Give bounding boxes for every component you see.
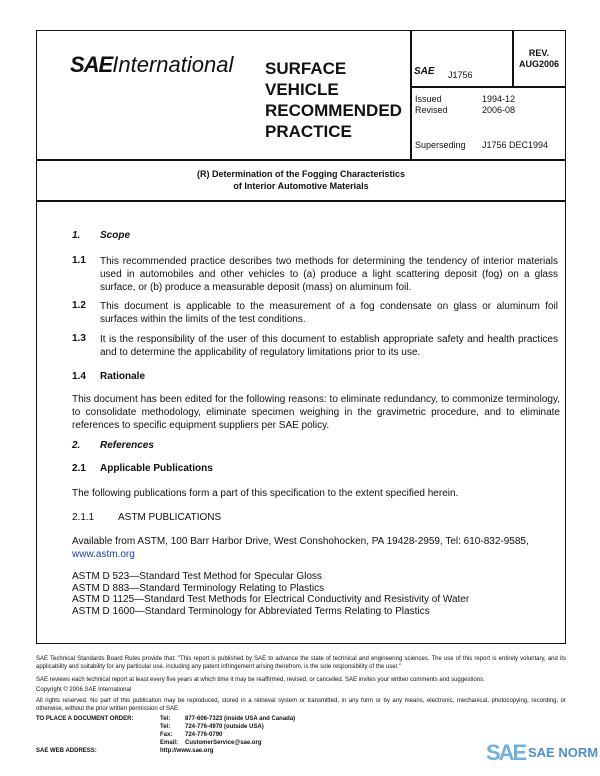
paragraph: The following publications form a part of this specification to the extent specified herein.: [72, 488, 459, 499]
reference-item: ASTM D 883—Standard Terminology Relating to Plastics: [72, 582, 325, 594]
superseding-value: J1756 DEC1994: [482, 140, 549, 150]
divider: [36, 200, 566, 202]
document-type: SURFACE VEHICLE RECOMMENDED PRACTICE: [265, 59, 402, 141]
footer-rights: All rights reserved. No part of this publication may be reproduced, stored in a retrieval system or transmitted, in any form or by any means, electronic, mechanical, photocopying, recording, or otherwise, without the prior written permission of SAE.: [36, 698, 566, 712]
para-number: 1.2: [72, 300, 86, 311]
superseding-label: Superseding: [415, 140, 466, 150]
paragraph: It is the responsibility of the user of this document to establish appropriate safety and health practices and to determine the applicability of regulatory limitations prior to its use.: [100, 334, 558, 358]
section-heading: References: [100, 440, 154, 451]
para-number: 1.3: [72, 333, 86, 344]
document-title: (R) Determination of the Fogging Characteristics of Interior Automotive Materials: [196, 169, 406, 191]
divider: [36, 159, 566, 161]
section-heading: Applicable Publications: [100, 463, 213, 474]
issued-label: Issued: [415, 94, 442, 104]
web-label: SAE WEB ADDRESS:: [36, 748, 97, 754]
section-number: 1.: [72, 230, 81, 241]
paragraph: Available from ASTM, 100 Barr Harbor Drive, West Conshohocken, PA 19428-2959, Tel: 610-832-9585, www.astm.org: [72, 536, 529, 560]
order-contacts: Tel: 877-606-7323 (inside USA and Canada) Tel: 724-776-4970 (outside USA) Fax: 724-776-0790 Email: CustomerService@sae.org http://www.sae.org: [160, 716, 296, 754]
watermark-text: SAE NORM: [528, 745, 599, 760]
footer-rules: SAE Technical Standards Board Rules provide that: "This report is published by SAE to advance the state of technical and engineering sciences. The use of this report is entirely voluntary, and its applicability and suitability for any particular use, including any patent infringement arising therefrom, is the sole responsibility of the user.": [36, 656, 566, 670]
sae-small-logo: SAE: [414, 66, 435, 77]
paragraph: This recommended practice describes two methods for determining the tendency of interior materials used in automobiles and other vehicles to (a) produce a light scattering deposit (fog) on a glass surface, or (b) produce a measurable deposit (mass) on aluminum foil.: [100, 256, 558, 293]
doc-number: J1756: [448, 70, 473, 80]
section-number: 2.: [72, 440, 81, 451]
issued-value: 1994-12: [482, 94, 516, 104]
paragraph: This document is applicable to the measurement of a fog condensate on glass or aluminum foil surfaces within the limits of the test conditions.: [100, 301, 558, 325]
para-number: 1.1: [72, 255, 86, 266]
footer-copyright: Copyright © 2006 SAE International: [36, 687, 132, 693]
reference-item: ASTM D 1600—Standard Terminology for Abbreviated Terms Relating to Plastics: [72, 605, 430, 617]
reference-item: ASTM D 1125—Standard Test Methods for Electrical Conductivity and Resistivity of Water: [72, 594, 470, 605]
section-number: 1.4: [72, 371, 86, 382]
web-address[interactable]: http://www.sae.org: [160, 748, 214, 754]
order-label: TO PLACE A DOCUMENT ORDER:: [36, 716, 134, 722]
astm-link[interactable]: www.astm.org: [72, 549, 135, 560]
sae-logo: SAEInternational: [70, 52, 234, 77]
section-heading: ASTM PUBLICATIONS: [118, 512, 222, 523]
watermark-logo: SAE: [486, 740, 526, 765]
revised-label: Revised: [415, 105, 448, 115]
section-heading: Scope: [100, 230, 131, 241]
divider: [410, 86, 566, 88]
reference-item: ASTM D 523—Standard Test Method for Specular Gloss: [72, 571, 322, 582]
revised-value: 2006-08: [482, 105, 516, 115]
paragraph: This document has been edited for the following reasons: to eliminate redundancy, to commonize terminology, to consolidate methodology, eliminate specimen weighing in the gravimetric procedure, and to eliminate references to specific equipment suppliers per SAE policy.: [72, 394, 560, 431]
footer-review: SAE reviews each technical report at least every five years at which time it may be reaffirmed, revised, or cancelled. SAE invites your written comments and suggestions.: [36, 677, 485, 683]
revision: REV. AUG2006: [518, 48, 560, 69]
section-number: 2.1.1: [72, 512, 95, 523]
section-number: 2.1: [72, 463, 86, 474]
section-heading: Rationale: [100, 371, 146, 382]
reference-list: [72, 571, 560, 617]
